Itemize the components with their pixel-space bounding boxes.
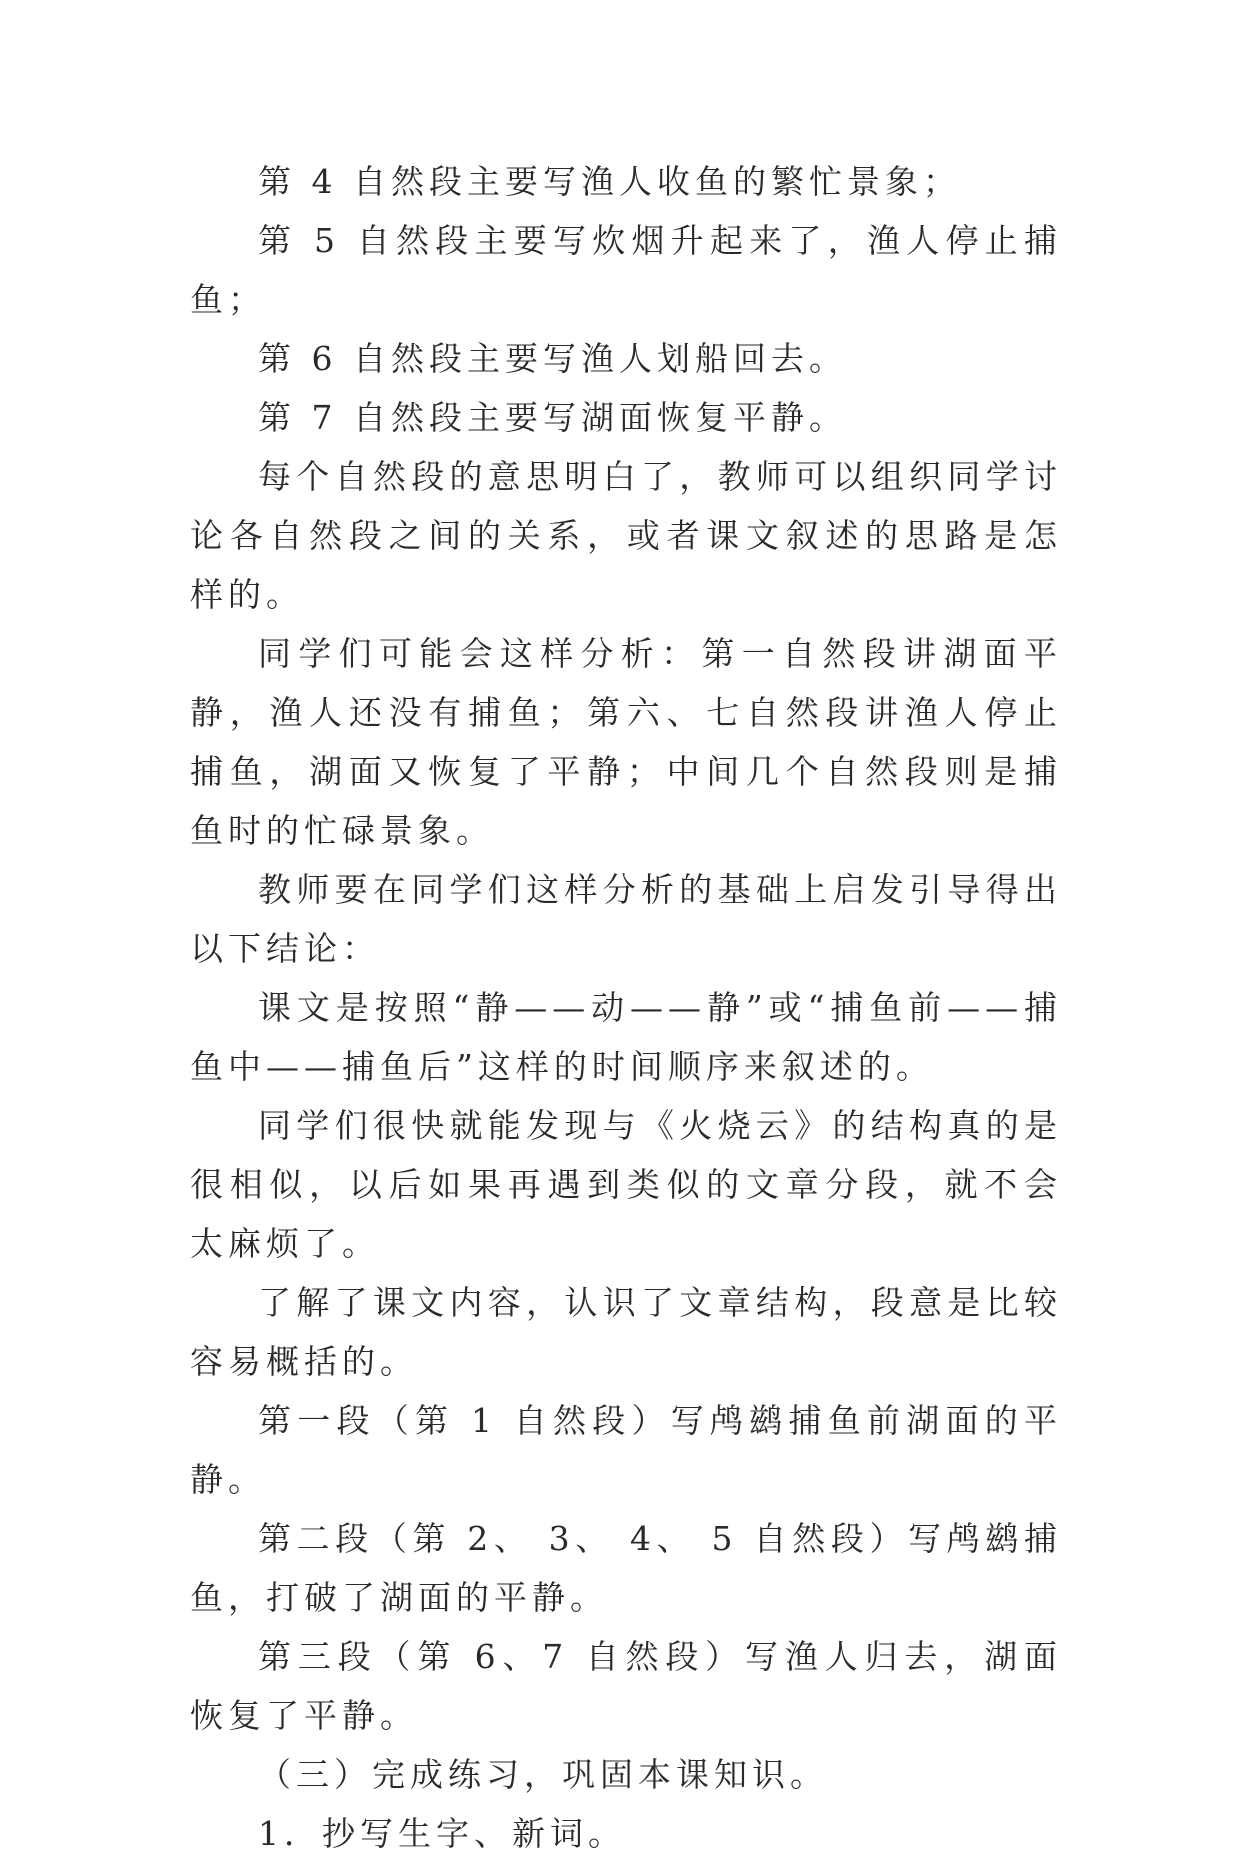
paragraph-student-analysis: 同学们可能会这样分析：第一自然段讲湖面平静，渔人还没有捕鱼；第六、七自然段讲渔人停止捕鱼，湖面又恢复了平静；中间几个自然段则是捕鱼时的忙碌景象。 bbox=[190, 634, 1062, 850]
paragraph-structure-comparison: 同学们很快就能发现与《火烧云》的结构真的是很相似，以后如果再遇到类似的文章分段，就不会太麻烦了。 bbox=[190, 1106, 1062, 1263]
paragraph-para7-summary: 第 7 自然段主要写湖面恢复平静。 bbox=[258, 398, 847, 437]
heading-exercises: （三）完成练习，巩固本课知识。 bbox=[258, 1755, 828, 1794]
paragraph-para5-summary: 第 5 自然段主要写炊烟升起来了，渔人停止捕鱼； bbox=[190, 221, 1062, 319]
document-body bbox=[190, 152, 1062, 1863]
paragraph-section-two: 第二段（第 2、 3、 4、 5 自然段）写鸬鹚捕鱼，打破了湖面的平静。 bbox=[190, 1519, 1062, 1617]
paragraph-para6-summary: 第 6 自然段主要写渔人划船回去。 bbox=[258, 339, 847, 378]
paragraph-section-three: 第三段（第 6、7 自然段）写渔人归去，湖面恢复了平静。 bbox=[190, 1637, 1062, 1735]
paragraph-section-intro: 了解了课文内容，认识了文章结构，段意是比较容易概括的。 bbox=[190, 1283, 1062, 1381]
list-item-copy-words: 1．抄写生字、新词。 bbox=[258, 1814, 626, 1853]
paragraph-discussion: 每个自然段的意思明白了，教师可以组织同学讨论各自然段之间的关系，或者课文叙述的思路是怎样的。 bbox=[190, 457, 1062, 614]
paragraph-teacher-guidance: 教师要在同学们这样分析的基础上启发引导得出以下结论： bbox=[190, 870, 1062, 968]
paragraph-para4-summary: 第 4 自然段主要写渔人收鱼的繁忙景象； bbox=[258, 162, 961, 201]
paragraph-conclusion: 课文是按照“静——动——静”或“捕鱼前——捕鱼中——捕鱼后”这样的时间顺序来叙述的。 bbox=[190, 988, 1062, 1086]
paragraph-section-one: 第一段（第 1 自然段）写鸬鹚捕鱼前湖面的平静。 bbox=[190, 1401, 1062, 1499]
